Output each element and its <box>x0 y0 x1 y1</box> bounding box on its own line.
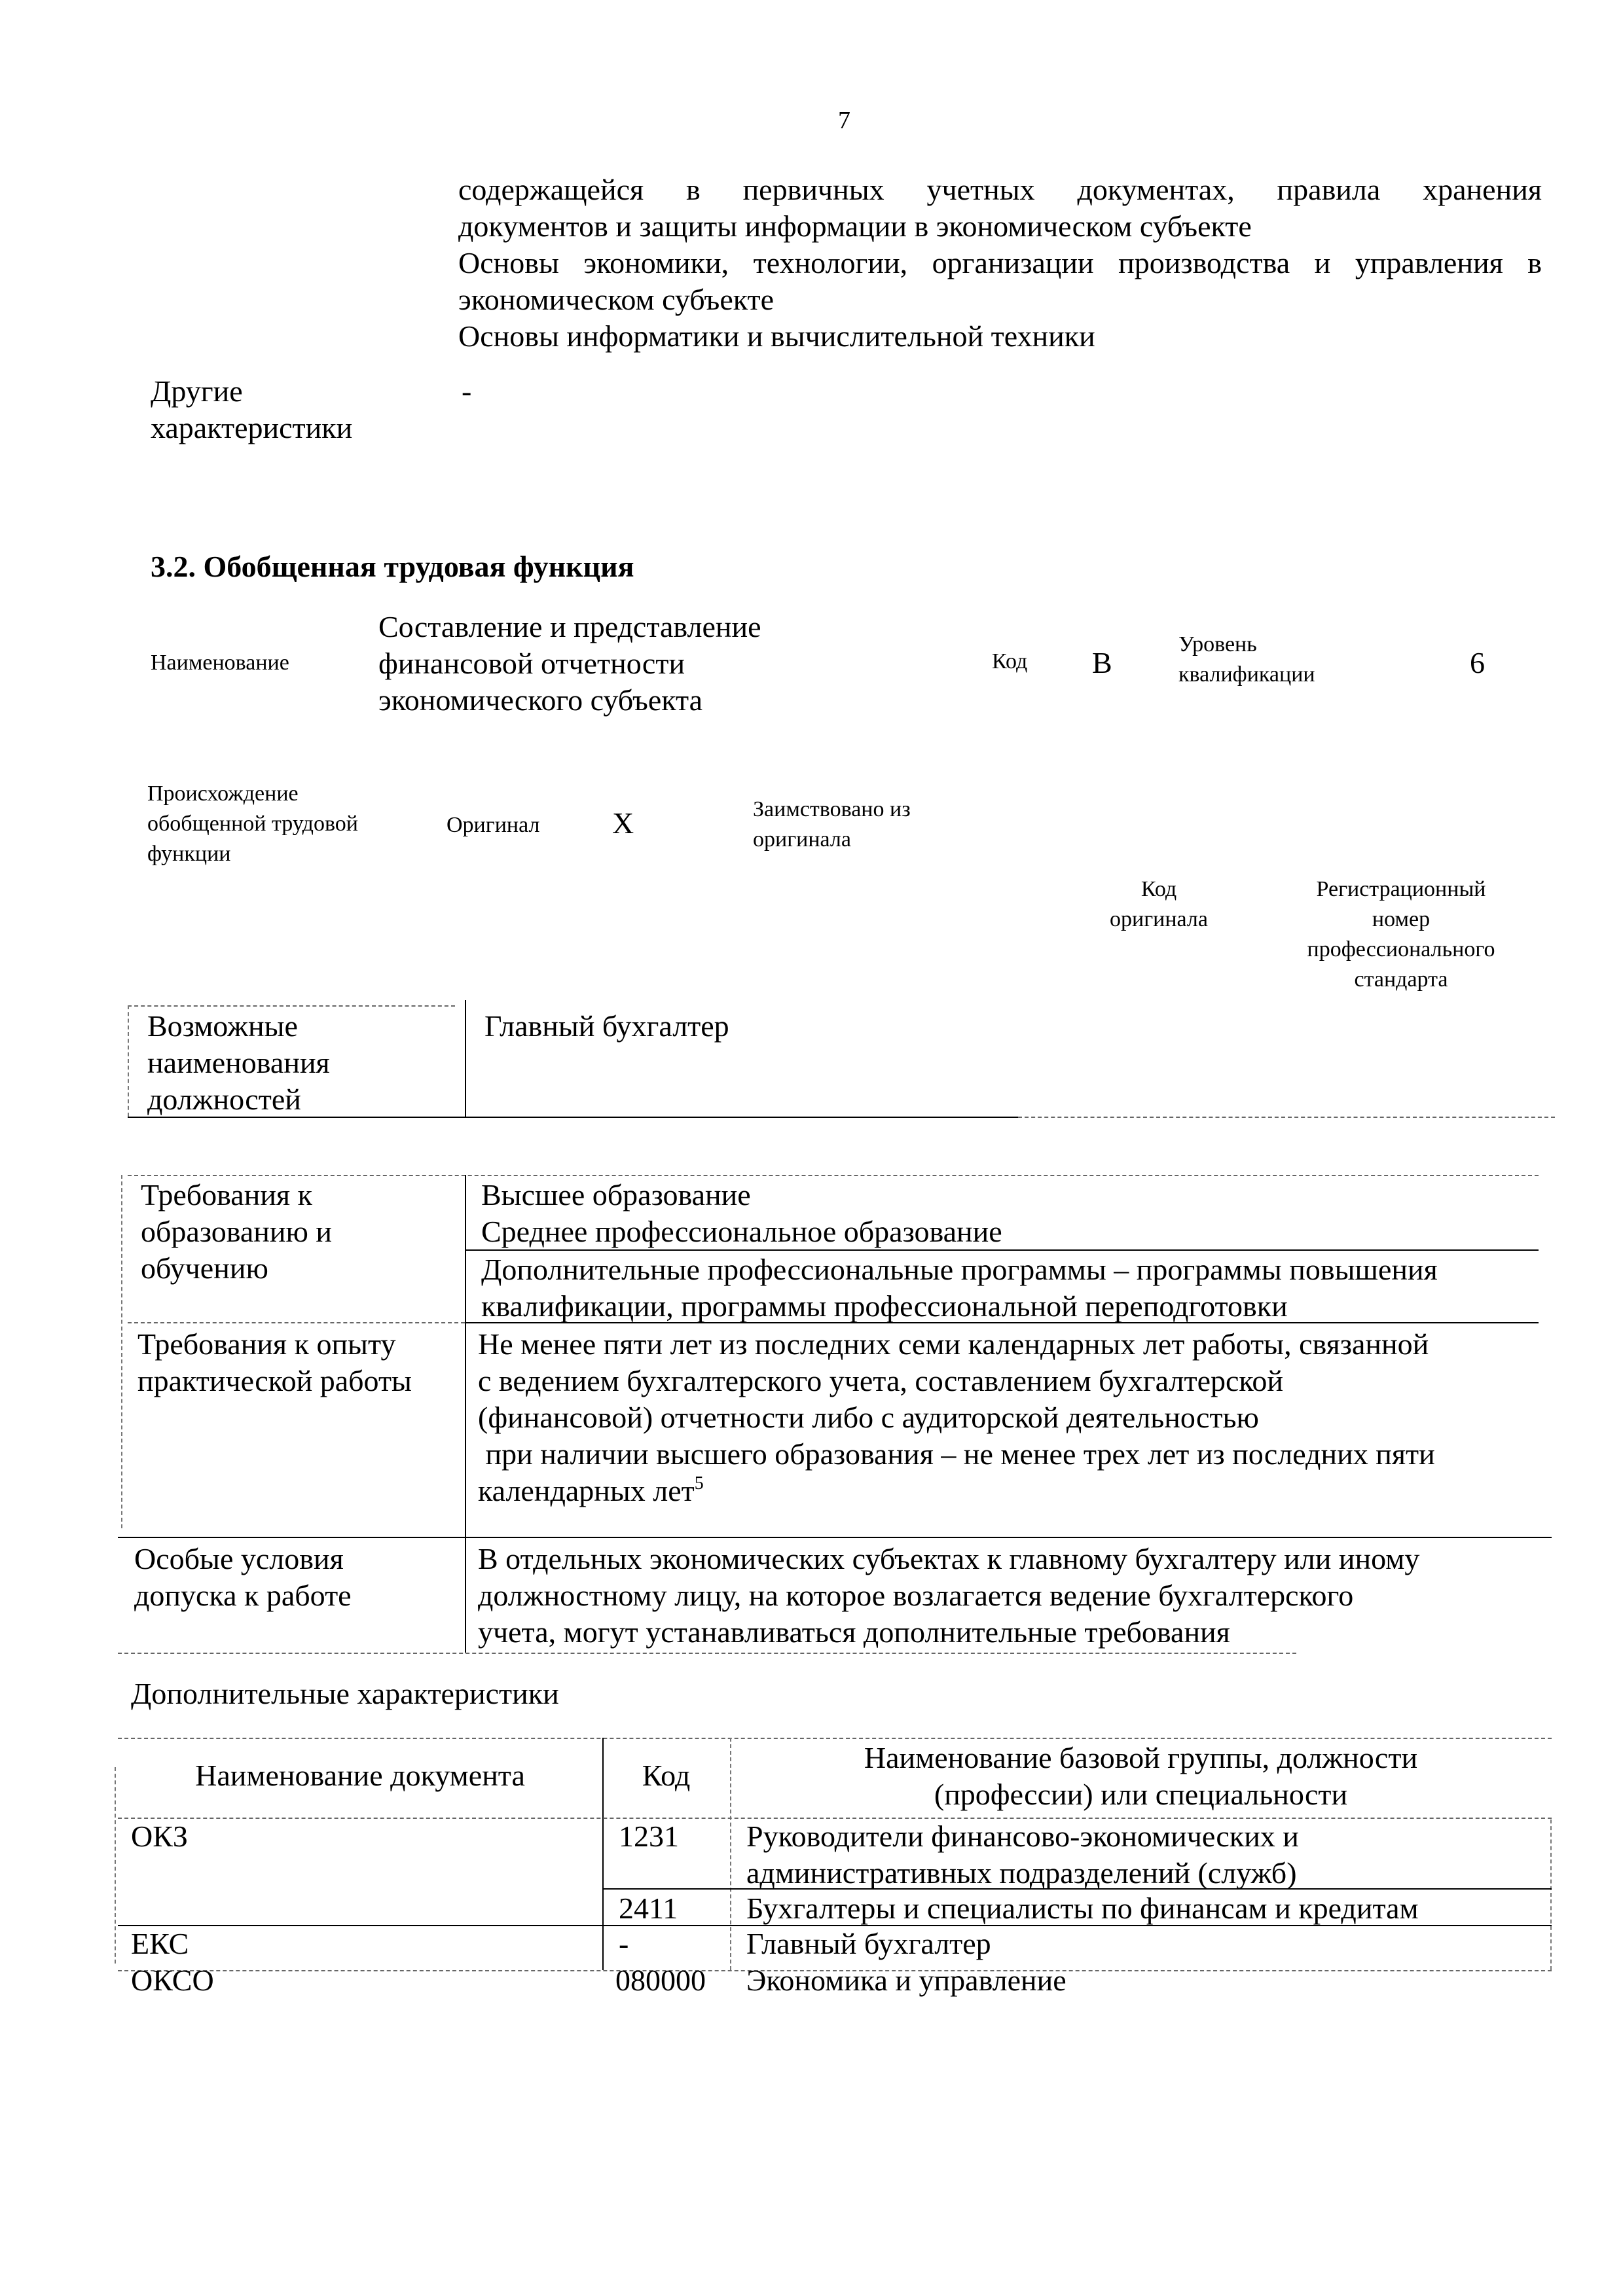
text-line: экономическом субъекте <box>458 283 775 316</box>
exp-line: с ведением бухгалтерского учета, составлением бухгалтерской <box>478 1364 1284 1397</box>
edu-line: Среднее профессиональное образование <box>481 1215 1002 1248</box>
text-line: Основы информатики и вычислительной техники <box>458 319 1095 353</box>
reg-label-line: профессионального <box>1307 937 1495 961</box>
gtf-code-value: В <box>1092 646 1112 679</box>
exp-last-line: календарных лет <box>478 1474 695 1507</box>
edu-label-line: Требования к <box>141 1178 312 1211</box>
origin-label-line: функции <box>147 842 231 866</box>
exp-line: Не менее пяти лет из последних семи календарных лет работы, связанной <box>478 1327 1429 1361</box>
gtf-name-line: экономического субъекта <box>378 683 703 717</box>
text-line: содержащейся в первичных учетных документах, правила хранения <box>458 173 1542 206</box>
code-label-line: Код <box>1140 877 1177 901</box>
edu-line: квалификации, программы профессиональной переподготовки <box>481 1289 1288 1323</box>
exp-label-line: практической работы <box>137 1364 412 1397</box>
original-code-label <box>1087 874 1231 935</box>
borrowed-line: Заимствовано из <box>753 797 911 821</box>
exp-line: при наличии высшего образования – не менее трех лет из последних пяти <box>478 1437 1435 1471</box>
gtf-name-line: финансовой отчетности <box>378 647 685 680</box>
table-cell-code: 2411 <box>619 1892 678 1925</box>
experience-requirements-label <box>137 1326 412 1399</box>
origin-label <box>147 779 358 869</box>
edu-line: Высшее образование <box>481 1178 751 1211</box>
header-line: Наименование базовой группы, должности <box>864 1741 1418 1774</box>
gtf-level-value: 6 <box>1470 646 1485 679</box>
table-cell-doc: ЕКС <box>131 1927 189 1960</box>
footnote-mark: 5 <box>694 1473 704 1494</box>
column-header-code: Код <box>642 1759 691 1792</box>
text-line: Основы экономики, технологии, организации производства и управления в <box>458 246 1542 279</box>
other-characteristics-label <box>151 373 352 446</box>
table-border <box>128 1322 465 1323</box>
level-label-line: квалификации <box>1178 662 1315 687</box>
header-line: (профессии) или специальности <box>934 1778 1348 1811</box>
name-line: административных подразделений (служб) <box>746 1856 1297 1890</box>
table-border <box>118 1653 1296 1654</box>
table-border <box>1018 1117 1555 1118</box>
level-label-line: Уровень <box>1178 632 1257 656</box>
special-line: должностному лицу, на которое возлагается ведение бухгалтерского <box>478 1579 1354 1612</box>
positions-label-line: должностей <box>147 1083 301 1116</box>
knowledge-continuation <box>458 171 1542 355</box>
gtf-name <box>378 609 761 719</box>
table-border <box>128 1005 455 1007</box>
table-border <box>115 1767 116 1964</box>
edu-line: Дополнительные профессиональные программы – программы повышения <box>481 1253 1438 1286</box>
label-line: характеристики <box>151 411 353 444</box>
registration-number-label <box>1264 874 1539 995</box>
section-title: 3.2. Обобщенная трудовая функция <box>151 550 634 583</box>
table-cell-code: - <box>619 1927 629 1960</box>
table-cell-name: Главный бухгалтер <box>746 1927 991 1960</box>
column-header-document: Наименование документа <box>195 1759 525 1792</box>
reg-label-line: Регистрационный <box>1316 877 1486 901</box>
origin-label-line: обобщенной трудовой <box>147 812 358 836</box>
reg-label-line: стандарта <box>1354 967 1448 992</box>
table-cell-code: 080000 <box>615 1964 706 1997</box>
table-border <box>121 1175 122 1528</box>
table-border <box>1550 1820 1552 1970</box>
table-border <box>465 1000 466 1118</box>
experience-requirements <box>478 1326 1539 1509</box>
special-conditions-label <box>134 1541 352 1614</box>
gtf-level-label <box>1178 630 1315 690</box>
edu-label-line: образованию и <box>141 1215 332 1248</box>
name-line: Руководители финансово-экономических и <box>746 1820 1299 1853</box>
table-cell-name: Бухгалтеры и специалисты по финансам и кредитам <box>746 1892 1419 1925</box>
label-line: Другие <box>151 374 243 408</box>
special-label-line: Особые условия <box>134 1542 344 1575</box>
origin-label-line: Происхождение <box>147 781 299 806</box>
additional-characteristics-title: Дополнительные характеристики <box>131 1677 559 1710</box>
education-requirements <box>481 1177 1525 1325</box>
gtf-code-label: Код <box>992 649 1028 673</box>
special-conditions <box>478 1541 1539 1651</box>
other-characteristics-value: - <box>462 374 472 408</box>
table-border <box>118 1738 1552 1739</box>
borrowed-label <box>753 795 911 855</box>
table-cell-name <box>746 1818 1299 1892</box>
table-cell-doc: ОКЗ <box>131 1820 188 1853</box>
borrowed-line: оригинала <box>753 827 851 852</box>
table-border <box>118 1537 1552 1538</box>
exp-label-line: Требования к опыту <box>137 1327 396 1361</box>
positions-label-line: наименования <box>147 1046 330 1079</box>
table-border <box>128 1175 1539 1176</box>
text-line: документов и защиты информации в экономическом субъекте <box>458 209 1252 243</box>
edu-label-line: обучению <box>141 1251 268 1285</box>
special-line: В отдельных экономических субъектах к главному бухгалтеру или иному <box>478 1542 1420 1575</box>
special-line: учета, могут устанавливаться дополнительные требования <box>478 1615 1230 1649</box>
exp-line <box>478 1473 1539 1509</box>
positions-value: Главный бухгалтер <box>484 1009 729 1043</box>
table-cell-name: Экономика и управление <box>746 1964 1067 1997</box>
exp-line: (финансовой) отчетности либо с аудиторской деятельностью <box>478 1401 1259 1434</box>
special-label-line: допуска к работе <box>134 1579 352 1612</box>
gtf-name-label: Наименование <box>151 651 289 675</box>
original-label: Оригинал <box>447 813 540 837</box>
page-number: 7 <box>838 107 850 134</box>
original-mark: X <box>612 806 634 840</box>
education-requirements-label <box>141 1177 332 1287</box>
reg-label-line: номер <box>1372 907 1431 931</box>
code-label-line: оригинала <box>1110 907 1208 931</box>
table-border <box>465 1175 466 1653</box>
table-cell-code: 1231 <box>619 1820 679 1853</box>
table-cell-doc: ОКСО <box>131 1964 214 1997</box>
positions-label-line: Возможные <box>147 1009 298 1043</box>
table-border <box>128 1005 129 1117</box>
gtf-name-line: Составление и представление <box>378 610 761 643</box>
column-header-name <box>730 1740 1552 1813</box>
positions-label <box>147 1008 330 1118</box>
